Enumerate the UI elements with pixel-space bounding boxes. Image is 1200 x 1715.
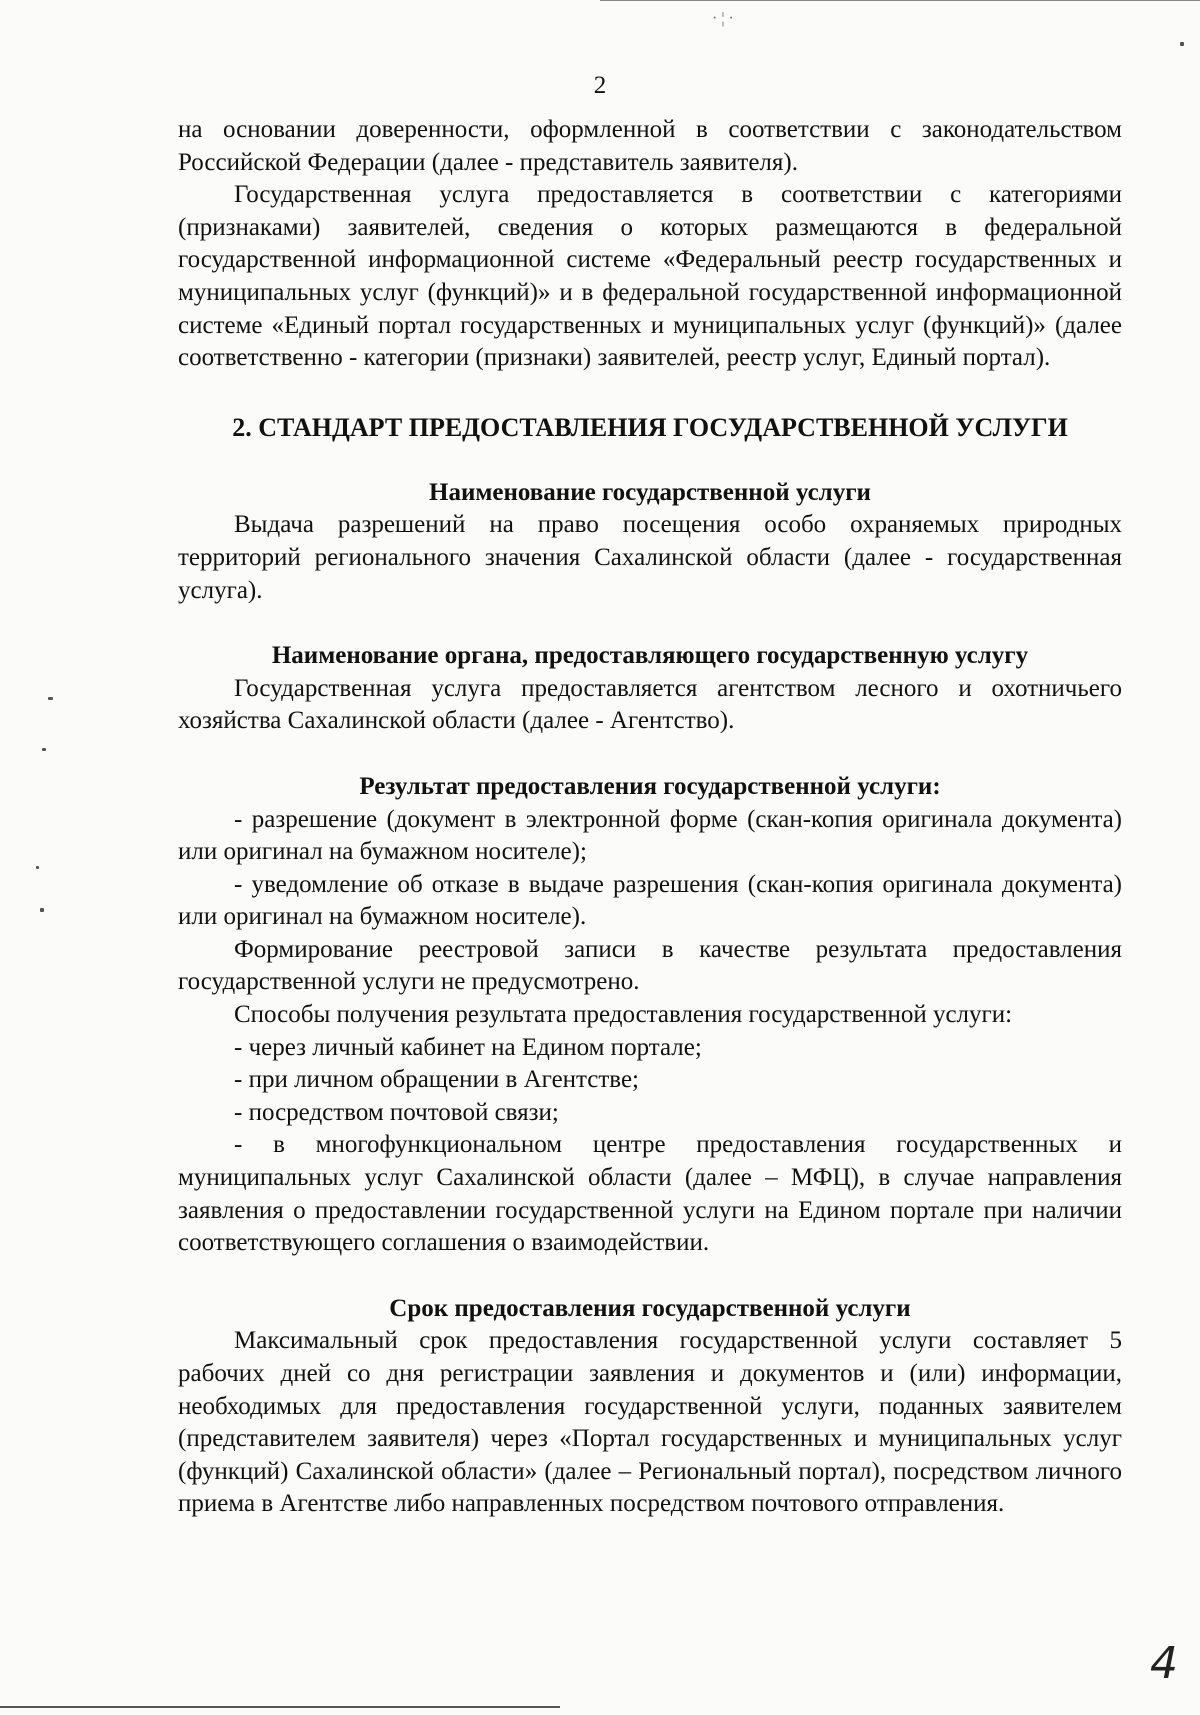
scan-speck	[36, 866, 39, 869]
methods-intro: Способы получения результата предоставления государственной услуги:	[234, 1001, 1013, 1029]
term-heading: Срок предоставления государственной услуги	[389, 1294, 911, 1322]
result-item-refusal: - уведомление об отказе в выдаче разрешения (скан-копия оригинала документа) или оригинал на бумажном носителе).	[178, 870, 1122, 931]
scan-speck	[40, 908, 44, 912]
intro-paragraph-1: на основании доверенности, оформленной в соответствии с законодательством Российской Федерации (далее - представитель заявителя).	[178, 116, 1122, 176]
intro-paragraph-2: Государственная услуга предоставляется в соответствии с категориями (признаками) заявителей, сведения о которых размещаются в федеральной государственной информационной системе «Федеральный реестр государственных и муниципальных услуг (функций)» и в федеральной государственной информационной системе «Единый портал государственных и муниципальных услуг (функций)» (далее соответственно - категории (признаки) заявителей, реестр услуг, Единый портал).	[178, 181, 1122, 372]
method-item-agency: - при личном обращении в Агентстве;	[234, 1066, 639, 1094]
term-text: Максимальный срок предоставления государственной услуги составляет 5 рабочих дней со дня регистрации заявления и документов и (или) информации, необходимых для предоставления государственной услуги, поданных заявителем (представителем заявителя) через «Портал государственных и муниципальных услуг (функций) Сахалинской области» (далее – Региональный портал), посредством личного приема в Агентстве либо направленных посредством почтового отправления.	[178, 1327, 1122, 1518]
scan-edge-top	[600, 0, 1200, 1]
page-number: 2	[593, 72, 607, 99]
scan-edge-bottom	[0, 1706, 560, 1708]
section-title: 2. СТАНДАРТ ПРЕДОСТАВЛЕНИЯ ГОСУДАРСТВЕННОЙ УСЛУГИ	[232, 412, 1068, 442]
method-item-post: - посредством почтовой связи;	[234, 1098, 559, 1126]
authority-text: Государственная услуга предоставляется агентством лесного и охотничьего хозяйства Сахалинской области (далее - Агентство).	[178, 674, 1122, 735]
authority-heading: Наименование органа, предоставляющего государственную услугу	[271, 642, 1029, 670]
scan-speck	[42, 748, 46, 751]
scan-mark-top: · ¦ ·	[712, 10, 734, 27]
method-item-portal: - через личный кабинет на Едином портале;	[234, 1033, 702, 1061]
registry-note: Формирование реестровой записи в качестве результата предоставления государственной услуги не предусмотрено.	[178, 935, 1122, 996]
document-body	[178, 114, 1122, 1521]
method-item-mfc: - в многофункциональном центре предоставления государственных и муниципальных услуг Сахалинской области (далее – МФЦ), в случае направления заявления о предоставлении государственной услуги на Едином портале при наличии соответствующего соглашения о взаимодействии.	[178, 1131, 1122, 1257]
result-heading: Результат предоставления государственной услуги:	[359, 772, 941, 800]
scan-speck	[1180, 42, 1184, 46]
scan-speck	[48, 697, 53, 700]
service-name-heading: Наименование государственной услуги	[429, 478, 871, 506]
result-item-permit: - разрешение (документ в электронной форме (скан-копия оригинала документа) или оригинал на бумажном носителе);	[178, 805, 1122, 866]
service-name-text: Выдача разрешений на право посещения особо охраняемых природных территорий регионального значения Сахалинской области (далее - государственная услуга).	[178, 511, 1122, 604]
handwritten-page-mark: 4	[1150, 1638, 1178, 1689]
